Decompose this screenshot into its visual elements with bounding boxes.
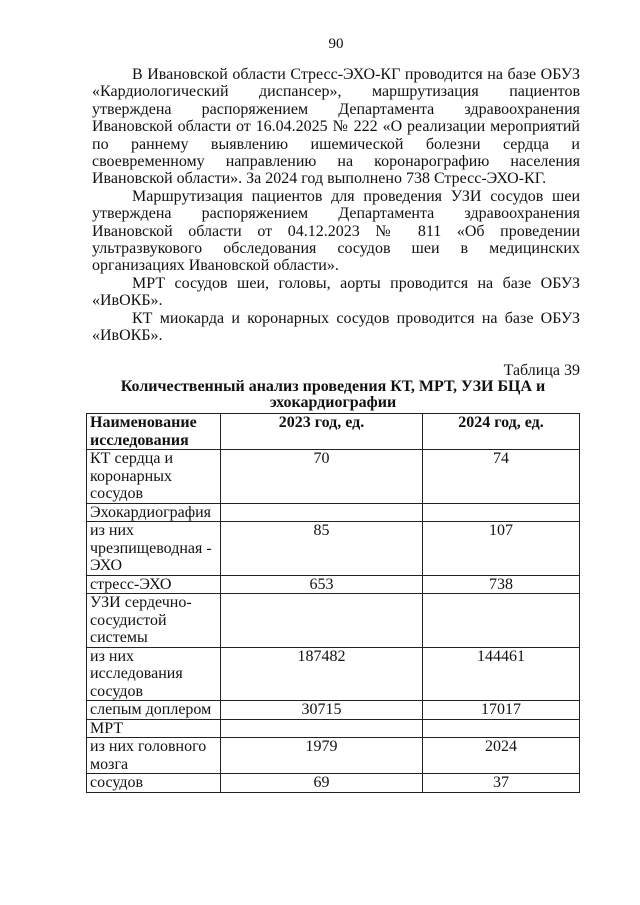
row-label: из них исследования сосудов	[87, 647, 221, 701]
table-row	[87, 719, 580, 738]
cell-value: 2024	[423, 738, 580, 774]
column-header: Наименование исследования	[87, 414, 221, 450]
table-row	[87, 575, 580, 594]
cell-value: 74	[423, 450, 580, 504]
cell-value: 30715	[221, 701, 423, 720]
row-label: из них чрезпищеводная - ЭХО	[87, 522, 221, 576]
paragraph: В Ивановской области Стресс-ЭХО-КГ проводится на базе ОБУЗ «Кардиологический диспансер», маршрутизация пациентов утверждена распоряжением Департамента здравоохранения Ивановской области от 16.04.2025 № 222 «О реализации мероприятий по раннему выявлению ишемической болезни сердца и своевременному направлению на коронарографию населения Ивановской области». За 2024 год выполнено 738 Стресс-ЭХО-КГ.	[92, 66, 580, 188]
cell-value: 17017	[423, 701, 580, 720]
cell-value: 85	[221, 522, 423, 576]
table-row	[87, 647, 580, 701]
cell-value	[423, 594, 580, 648]
cell-value	[221, 719, 423, 738]
cell-value: 70	[221, 450, 423, 504]
table-row	[87, 738, 580, 774]
table-row	[87, 774, 580, 793]
body-text	[92, 66, 580, 345]
table-row	[87, 522, 580, 576]
table-row	[87, 503, 580, 522]
cell-value	[423, 503, 580, 522]
cell-value	[221, 503, 423, 522]
cell-value: 107	[423, 522, 580, 576]
table-caption: Таблица 39	[503, 362, 580, 379]
column-header: 2024 год, ед.	[423, 414, 580, 450]
paragraph: МРТ сосудов шеи, головы, аорты проводится на базе ОБУЗ «ИвОКБ».	[92, 274, 580, 310]
paragraph: КТ миокарда и коронарных сосудов проводится на базе ОБУЗ «ИвОКБ».	[92, 309, 580, 345]
cell-value: 653	[221, 575, 423, 594]
column-header: 2023 год, ед.	[221, 414, 423, 450]
table-header-row	[87, 414, 580, 450]
row-label: Эхокардиография	[87, 503, 221, 522]
row-label: сосудов	[87, 774, 221, 793]
page-number: 90	[328, 36, 344, 52]
paragraph: Маршрутизация пациентов для проведения УЗИ сосудов шеи утверждена распоряжением Департамента здравоохранения Ивановской области от 04.12.2023 № 811 «Об проведении ультразвукового обследования сосудов шеи в медицинских организациях Ивановской области».	[92, 187, 580, 275]
cell-value: 144461	[423, 647, 580, 701]
table-row	[87, 450, 580, 504]
row-label: КТ сердца и коронарных сосудов	[87, 450, 221, 504]
row-label: МРТ	[87, 719, 221, 738]
cell-value	[423, 719, 580, 738]
cell-value: 37	[423, 774, 580, 793]
row-label: слепым доплером	[87, 701, 221, 720]
row-label: из них головного мозга	[87, 738, 221, 774]
table-title: Количественный анализ проведения КТ, МРТ, УЗИ БЦА и эхокардиографии	[120, 378, 546, 411]
table-row	[87, 594, 580, 648]
table-row	[87, 701, 580, 720]
row-label: УЗИ сердечно-сосудистой системы	[87, 594, 221, 648]
cell-value: 1979	[221, 738, 423, 774]
cell-value	[221, 594, 423, 648]
data-table	[86, 413, 580, 793]
cell-value: 69	[221, 774, 423, 793]
row-label: стресс-ЭХО	[87, 575, 221, 594]
cell-value: 738	[423, 575, 580, 594]
cell-value: 187482	[221, 647, 423, 701]
